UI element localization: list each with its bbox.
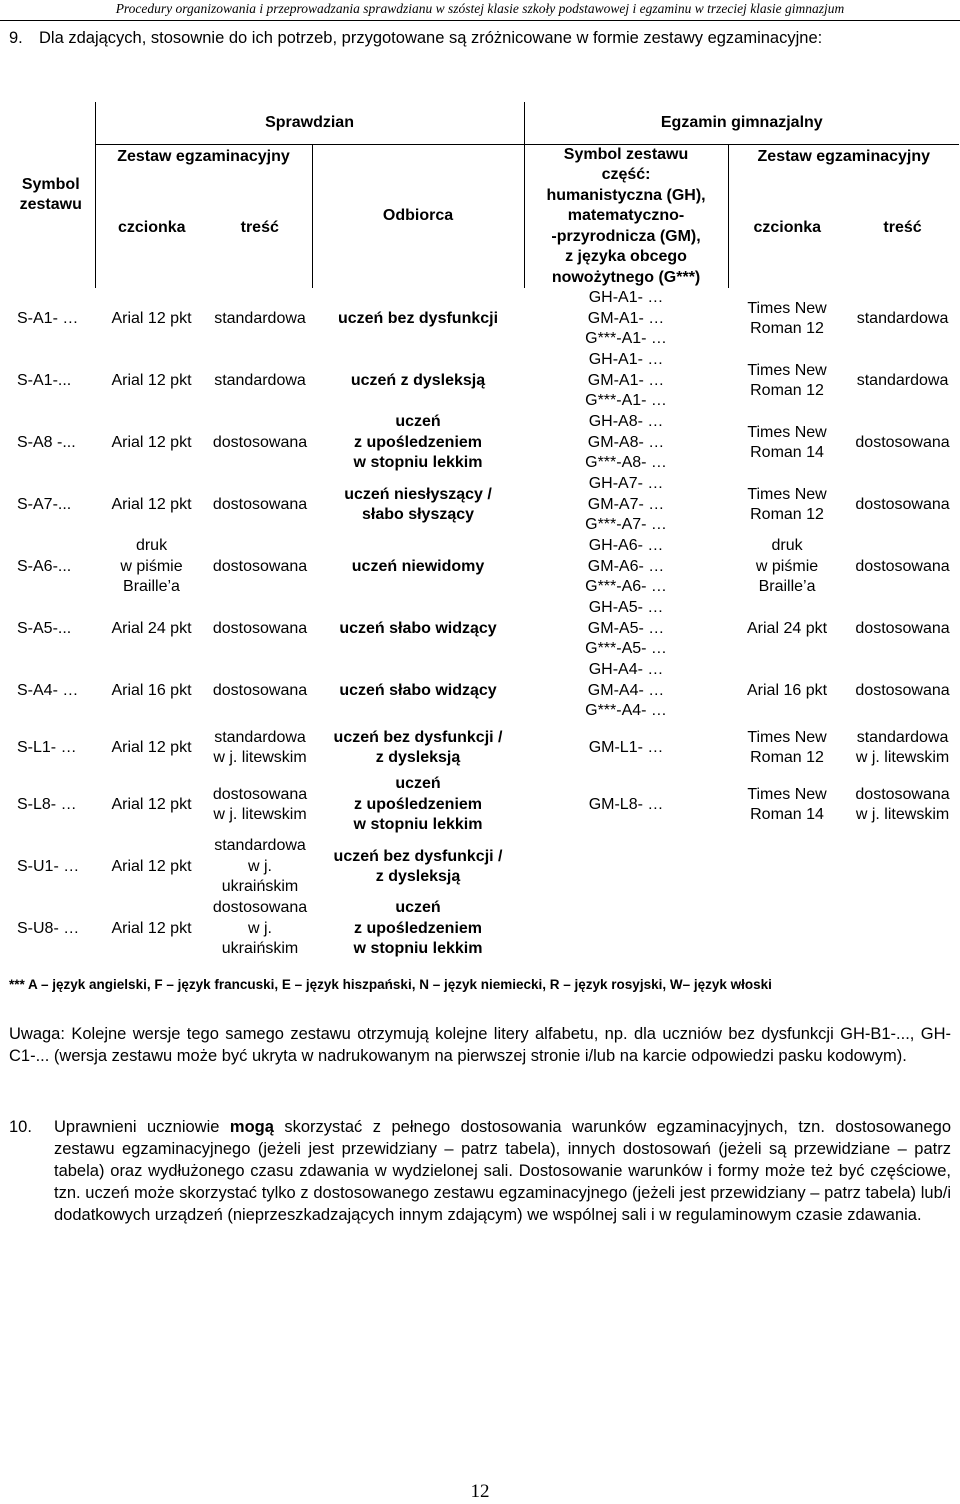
cell-czcionka-line: Arial 12 pkt <box>111 738 192 756</box>
cell-odbiorca-line: z dysleksją <box>375 868 461 885</box>
cell-gim-symbol-line: GH-A8- … <box>588 413 664 431</box>
cell-czcionka-line: Arial 12 pkt <box>111 495 192 513</box>
cell-tresc-line: w j. litewskim <box>213 749 307 766</box>
header-gim-symbol-line: część: <box>601 166 651 183</box>
section-10-text <box>54 1116 951 1226</box>
header-sprawdzian: Sprawdzian <box>95 102 524 144</box>
cell-tresc-line: ukraińskim <box>221 878 299 896</box>
table-row <box>7 660 959 722</box>
cell-gim-czcionka <box>728 474 846 536</box>
cell-tresc-line: standardowa <box>214 309 306 327</box>
cell-czcionka-line: w piśmie <box>120 557 183 575</box>
cell-gim-symbol-line: GH-A7- … <box>588 475 664 493</box>
cell-czcionka-line: Arial 12 pkt <box>111 433 192 451</box>
cell-gim-czcionka <box>728 536 846 598</box>
cell-gim-symbol <box>524 350 728 412</box>
cell-gim-tresc <box>846 536 959 598</box>
cell-gim-czcionka-line: Roman 14 <box>750 806 824 823</box>
cell-symbol: S-A7-... <box>17 495 72 513</box>
table-row <box>7 536 959 598</box>
cell-gim-tresc-line: w j. litewskim <box>855 806 950 823</box>
header-gim-symbol-line: humanistyczna (GH), <box>546 186 706 204</box>
cell-odbiorca <box>312 660 524 722</box>
cell-gim-czcionka-line: druk <box>771 537 803 555</box>
table-row <box>7 350 959 412</box>
cell-gim-czcionka <box>728 660 846 722</box>
cell-gim-czcionka-line: Roman 12 <box>750 320 824 337</box>
header-czcionka: czcionka <box>117 219 186 237</box>
cell-odbiorca-line: uczeń bez dysfunkcji <box>337 309 499 327</box>
cell-tresc <box>208 350 312 412</box>
section-10-intro: Uprawnieni uczniowie <box>54 1118 230 1136</box>
header-egzamin-gimnazjalny: Egzamin gimnazjalny <box>524 102 959 144</box>
cell-czcionka <box>95 836 208 898</box>
section-10-rest: skorzystać z pełnego dostosowania warunków egzaminacyjnych, tzn. dostosowanego zestawu egzaminacyjnego (jeżeli jest przewidziany – patrz tabela), innych dostosowań (jeżeli są przewidziane – patrz tabela) oraz wydłużonego czasu zdawania w wydzielonej sali. Dostosowanie warunków i formy może też być częściowe, tzn. uczeń może skorzystać tylko z dostosowanego zestawu egzaminacyjnego (jeżeli jest przewidziany – patrz tabela) lub/i dodatkowych urządzeń (nieprzeszkadzających innym zdającym) we wspólnej sali i w regulaminowym czasie zdawania. <box>54 1118 951 1224</box>
header-gim-symbol-line: matematyczno- <box>567 207 685 224</box>
cell-tresc-line: standardowa <box>214 728 306 746</box>
cell-gim-tresc-line: dostosowana <box>855 495 950 513</box>
cell-tresc-line: w j. <box>248 857 272 875</box>
cell-tresc-line: dostosowana <box>212 619 308 637</box>
cell-odbiorca-line: uczeń <box>395 413 441 431</box>
cell-gim-symbol-line: GH-A5- … <box>588 599 664 617</box>
cell-symbol: S-A5-... <box>17 619 72 637</box>
cell-odbiorca-line: z upośledzeniem <box>354 433 483 451</box>
cell-gim-symbol <box>524 898 728 960</box>
cell-gim-symbol-line: GM-L8- … <box>588 795 664 813</box>
cell-symbol: S-A1-... <box>17 371 72 389</box>
cell-gim-symbol <box>524 836 728 898</box>
cell-symbol: S-L8- … <box>17 795 77 813</box>
table-row <box>7 722 959 774</box>
cell-odbiorca-line: uczeń słabo widzący <box>339 681 497 699</box>
exam-sets-table <box>7 102 959 960</box>
cell-czcionka-line: Arial 12 pkt <box>111 309 192 327</box>
cell-gim-czcionka-line: Times New <box>747 299 827 317</box>
header-gim-symbol-line: Symbol zestawu <box>563 145 689 163</box>
cell-gim-symbol-line: GM-A8- … <box>587 433 665 451</box>
cell-tresc-line: ukraińskim <box>221 940 299 957</box>
cell-czcionka-line: Arial 12 pkt <box>111 795 192 813</box>
cell-tresc <box>208 660 312 722</box>
cell-odbiorca <box>312 288 524 350</box>
table-row <box>7 836 959 898</box>
cell-gim-symbol-line: GM-L1- … <box>588 738 664 756</box>
cell-odbiorca-line: uczeń niesłyszący / <box>344 485 492 503</box>
cell-gim-tresc <box>846 350 959 412</box>
cell-tresc <box>208 536 312 598</box>
cell-odbiorca-line: w stopniu lekkim <box>353 816 483 834</box>
cell-symbol: S-A8 -... <box>17 433 76 451</box>
cell-gim-czcionka-line: Times New <box>747 785 827 803</box>
cell-gim-symbol-line: GM-A1- … <box>587 371 665 389</box>
cell-gim-czcionka-line: Arial 24 pkt <box>747 619 828 637</box>
cell-symbol: S-L1- … <box>17 738 77 756</box>
cell-tresc <box>208 774 312 836</box>
cell-czcionka <box>95 474 208 536</box>
cell-gim-tresc <box>846 474 959 536</box>
cell-gim-czcionka-line: Times New <box>747 423 827 441</box>
cell-czcionka <box>95 536 208 598</box>
cell-gim-symbol <box>524 288 728 350</box>
cell-gim-tresc-line: dostosowana <box>855 557 950 575</box>
cell-odbiorca-line: uczeń z dysleksją <box>350 371 486 389</box>
page-number: 12 <box>470 1481 490 1502</box>
cell-gim-czcionka-line: Roman 12 <box>750 382 824 399</box>
cell-tresc-line: dostosowana <box>212 899 308 916</box>
footnote-languages: *** A – język angielski, F – język francuski, E – język hiszpański, N – język niemiecki, R – język rosyjski, W– język włoski <box>9 977 772 992</box>
cell-tresc-line: w j. <box>248 919 272 937</box>
section-10-number: 10. <box>9 1118 32 1136</box>
cell-odbiorca-line: uczeń bez dysfunkcji / <box>333 728 503 746</box>
cell-czcionka <box>95 660 208 722</box>
cell-gim-tresc-line: dostosowana <box>855 619 950 637</box>
header-gim-tresc: treść <box>883 219 922 237</box>
cell-czcionka <box>95 722 208 774</box>
cell-gim-symbol-line: GH-A1- … <box>588 289 664 307</box>
cell-gim-symbol-line: GM-A4- … <box>587 681 665 699</box>
cell-odbiorca <box>312 722 524 774</box>
header-gim-symbol-line: z języka obcego <box>565 248 687 265</box>
cell-gim-symbol-line: GM-A6- … <box>587 557 665 575</box>
cell-gim-tresc-line: standardowa <box>856 309 949 327</box>
cell-gim-tresc-line: dostosowana <box>855 433 950 451</box>
cell-odbiorca-line: uczeń niewidomy <box>351 557 485 575</box>
cell-gim-tresc <box>846 898 959 960</box>
cell-gim-czcionka <box>728 774 846 836</box>
cell-gim-tresc-line: standardowa <box>856 371 949 389</box>
cell-gim-symbol <box>524 774 728 836</box>
header-gim-czcionka: czcionka <box>753 219 822 237</box>
cell-gim-czcionka <box>728 722 846 774</box>
uwaga-note: Uwaga: Kolejne wersje tego samego zestawu otrzymują kolejne litery alfabetu, np. dla uczniów bez dysfunkcji GH-B1-..., GH-C1-... (wersja zestawu może być ukryta w nadrukowanym na pierwszej stronie i/lub na karcie odpowiedzi pasku kodowym). <box>9 1025 951 1065</box>
cell-gim-symbol-line: GM-A7- … <box>587 495 665 513</box>
cell-symbol: S-U1- … <box>17 857 80 875</box>
cell-gim-symbol-line: GH-A4- … <box>588 661 664 679</box>
cell-tresc <box>208 288 312 350</box>
cell-odbiorca <box>312 598 524 660</box>
cell-tresc <box>208 836 312 898</box>
table-row <box>7 474 959 536</box>
cell-tresc <box>208 598 312 660</box>
cell-odbiorca-line: z dysleksją <box>375 749 461 766</box>
cell-gim-symbol-line: G***-A1- … <box>585 392 667 410</box>
cell-gim-czcionka-line: Braille’a <box>758 578 816 596</box>
cell-tresc-line: w j. litewskim <box>213 806 307 823</box>
cell-odbiorca <box>312 836 524 898</box>
header-symbol-zestawu: Symbol zestawu <box>7 102 95 288</box>
cell-gim-czcionka-line: Times New <box>747 361 827 379</box>
cell-symbol: S-A4- … <box>17 681 79 699</box>
cell-tresc-line: dostosowana <box>212 681 308 699</box>
cell-gim-symbol <box>524 412 728 474</box>
cell-gim-tresc <box>846 774 959 836</box>
cell-odbiorca <box>312 536 524 598</box>
cell-czcionka <box>95 288 208 350</box>
cell-czcionka <box>95 898 208 960</box>
cell-tresc-line: standardowa <box>214 837 306 855</box>
cell-gim-czcionka-line: Times New <box>747 728 827 746</box>
cell-gim-tresc <box>846 412 959 474</box>
table-row <box>7 288 959 350</box>
cell-odbiorca-line: uczeń bez dysfunkcji / <box>333 847 503 865</box>
cell-czcionka <box>95 350 208 412</box>
header-gim-symbol <box>524 144 728 288</box>
cell-gim-symbol-line: G***-A7- … <box>585 516 667 534</box>
cell-symbol: S-A6-... <box>17 557 72 575</box>
cell-tresc-line: dostosowana <box>212 557 308 575</box>
cell-gim-symbol-line: G***-A4- … <box>585 702 667 720</box>
cell-gim-symbol <box>524 598 728 660</box>
cell-gim-czcionka <box>728 412 846 474</box>
cell-gim-czcionka-line: Roman 12 <box>750 506 824 523</box>
cell-tresc-line: dostosowana <box>212 785 308 803</box>
cell-gim-symbol <box>524 474 728 536</box>
header-zestaw-egzaminacyjny: Zestaw egzaminacyjny <box>117 147 290 165</box>
section-9-text: Dla zdających, stosownie do ich potrzeb, przygotowane są zróżnicowane w formie zestawy egzaminacyjne: <box>39 29 823 47</box>
cell-gim-tresc-line: standardowa <box>856 728 949 746</box>
cell-gim-czcionka <box>728 350 846 412</box>
cell-gim-czcionka-line: Arial 16 pkt <box>747 681 828 699</box>
cell-gim-symbol-line: GM-A1- … <box>587 309 665 327</box>
cell-gim-czcionka <box>728 288 846 350</box>
cell-odbiorca-line: z upośledzeniem <box>354 919 483 937</box>
cell-tresc <box>208 898 312 960</box>
cell-gim-tresc <box>846 722 959 774</box>
header-odbiorca: Odbiorca <box>312 144 524 288</box>
cell-tresc-line: standardowa <box>214 371 306 389</box>
cell-czcionka-line: Arial 24 pkt <box>111 619 192 637</box>
cell-gim-symbol-line: G***-A1- … <box>585 330 667 348</box>
cell-czcionka-line: druk <box>135 537 168 555</box>
cell-gim-czcionka <box>728 598 846 660</box>
section-10-bold: mogą <box>229 1118 274 1136</box>
header-tresc: treść <box>240 219 279 237</box>
cell-odbiorca-line: słabo słyszący <box>361 506 475 523</box>
cell-czcionka-line: Arial 12 pkt <box>111 919 192 937</box>
table-row <box>7 412 959 474</box>
cell-gim-tresc <box>846 660 959 722</box>
header-gim-zestaw: Zestaw egzaminacyjny <box>757 147 931 165</box>
cell-gim-tresc <box>846 836 959 898</box>
cell-gim-czcionka-line: Roman 12 <box>750 749 824 766</box>
table-row <box>7 774 959 836</box>
cell-tresc <box>208 722 312 774</box>
cell-gim-symbol <box>524 536 728 598</box>
table-row <box>7 898 959 960</box>
cell-odbiorca <box>312 474 524 536</box>
cell-gim-czcionka-line: Roman 14 <box>750 444 824 461</box>
cell-odbiorca-line: w stopniu lekkim <box>353 454 483 472</box>
cell-symbol: S-U8- … <box>17 919 80 937</box>
cell-gim-czcionka-line: w piśmie <box>755 557 819 575</box>
cell-tresc <box>208 412 312 474</box>
table-row <box>7 598 959 660</box>
cell-gim-symbol <box>524 722 728 774</box>
cell-gim-tresc <box>846 288 959 350</box>
cell-gim-tresc-line: w j. litewskim <box>855 749 950 766</box>
cell-tresc-line: dostosowana <box>212 495 308 513</box>
cell-czcionka-line: Arial 12 pkt <box>111 857 192 875</box>
cell-czcionka-line: Braille’a <box>123 578 180 596</box>
cell-gim-czcionka <box>728 898 846 960</box>
page-header <box>0 0 960 21</box>
cell-czcionka-line: Arial 12 pkt <box>111 371 192 389</box>
header-gim-symbol-line: nowożytnego (G***) <box>551 268 701 286</box>
header-title: Procedury organizowania i przeprowadzania sprawdzianu w szóstej klasie szkoły podstawowej i egzaminu w trzeciej klasie gimnazjum <box>115 1 845 16</box>
cell-gim-tresc-line: dostosowana <box>855 785 950 803</box>
cell-odbiorca <box>312 412 524 474</box>
cell-tresc-line: dostosowana <box>212 433 308 451</box>
cell-czcionka-line: Arial 16 pkt <box>111 681 192 699</box>
cell-czcionka <box>95 774 208 836</box>
cell-gim-czcionka <box>728 836 846 898</box>
cell-czcionka <box>95 412 208 474</box>
cell-gim-tresc <box>846 598 959 660</box>
cell-odbiorca <box>312 898 524 960</box>
cell-gim-symbol-line: G***-A8- … <box>585 454 667 472</box>
cell-symbol: S-A1- … <box>17 309 79 327</box>
cell-odbiorca <box>312 774 524 836</box>
cell-odbiorca <box>312 350 524 412</box>
cell-odbiorca-line: uczeń słabo widzący <box>339 619 497 637</box>
cell-gim-symbol <box>524 660 728 722</box>
cell-czcionka <box>95 598 208 660</box>
cell-gim-symbol-line: GH-A6- … <box>588 537 664 555</box>
cell-gim-symbol-line: GH-A1- … <box>588 351 664 369</box>
cell-gim-tresc-line: dostosowana <box>855 681 950 699</box>
cell-odbiorca-line: uczeń <box>395 899 441 916</box>
header-gim-symbol-line: -przyrodnicza (GM), <box>551 227 701 245</box>
cell-odbiorca-line: uczeń <box>395 775 441 793</box>
cell-gim-symbol-line: G***-A6- … <box>585 578 667 596</box>
cell-tresc <box>208 474 312 536</box>
cell-gim-symbol-line: GM-A5- … <box>587 619 665 637</box>
cell-odbiorca-line: w stopniu lekkim <box>353 940 483 957</box>
section-9-number: 9. <box>9 29 23 47</box>
cell-gim-symbol-line: G***-A5- … <box>585 640 667 658</box>
cell-odbiorca-line: z upośledzeniem <box>354 795 483 813</box>
cell-gim-czcionka-line: Times New <box>747 485 827 503</box>
